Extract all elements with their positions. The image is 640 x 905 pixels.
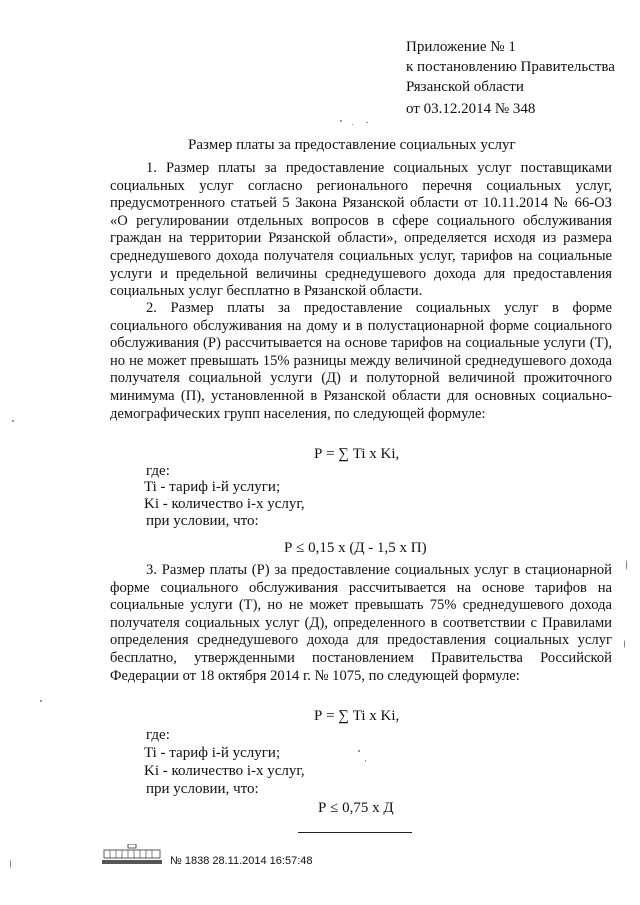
condition-label-1: при условии, что:	[146, 513, 259, 529]
formula-limit-2: Р ≤ 0,75 x Д	[318, 800, 394, 816]
appendix-date: от 03.12.2014 № 348	[406, 101, 536, 117]
formula-sum-2: Р = ∑ Ti x Ki,	[314, 708, 400, 724]
paragraph-2: 2. Размер платы за предоставление социальных услуг в форме социального обслуживания на дому и в полустационарной форме социального обслуживания (Р) рассчитывается на основе тарифов на социальные услуги (Т), но не может превышать 15% разницы между величиной среднедушевого дохода получателя социальной услуги (Д) и полуторной величиной прожиточного минимума (П), установленной в Рязанской области для основных социально-демографических групп населения, по следующей формуле:	[110, 300, 612, 422]
appendix-region: Рязанской области	[406, 79, 524, 95]
paragraph-3: 3. Размер платы (Р) за предоставление социальных услуг в стационарной форме социального обслуживания рассчитывается на основе тарифов на социальные услуги (Т), но не может превышать 75% среднедушевого дохода получателя социальных услуг (Д), определенного в соответствии с Правилами определения среднедушевого дохода для предоставления социальных услуг бесплатно, утвержденными постановлением Правительства Российской Федерации от 18 октября 2014 г. № 1075, по следующей формуле:	[110, 562, 612, 684]
ki-definition-1: Ki - количество i-х услуг,	[144, 496, 305, 512]
scan-noise	[40, 700, 42, 702]
appendix-reference: к постановлению Правительства	[406, 59, 615, 75]
scan-noise	[358, 750, 360, 752]
formula-sum-1: Р = ∑ Ti x Ki,	[314, 446, 400, 462]
paragraph-1: 1. Размер платы за предоставление социальных услуг поставщиками социальных услуг согласно регионального перечня социальных услуг, предусмотренного статьей 5 Закона Рязанской области от 10.11.2014 № 66-ОЗ «О регулировании отдельных вопросов в сфере социального обслуживания граждан на территории Рязанской области», определяется исходя из размера среднедушевого дохода получателя социальных услуг, тарифов на социальные услуги и предельной величины среднедушевого дохода для предоставления социальных услуг бесплатно в Рязанской области.	[110, 160, 612, 300]
formula-limit-1: Р ≤ 0,15 x (Д - 1,5 x П)	[284, 540, 427, 556]
where-label-1: где:	[146, 463, 170, 479]
scan-noise	[340, 120, 342, 122]
registry-seal-icon	[102, 844, 162, 866]
scan-noise	[365, 760, 366, 762]
scan-noise	[366, 122, 368, 123]
document-title: Размер платы за предоставление социальных услуг	[188, 137, 516, 153]
scan-noise	[624, 640, 625, 648]
closing-rule	[298, 832, 412, 833]
condition-label-2: при условии, что:	[146, 781, 259, 797]
registration-stamp: № 1838 28.11.2014 16:57:48	[170, 855, 313, 867]
scan-noise	[626, 560, 627, 570]
where-label-2: где:	[146, 727, 170, 743]
appendix-number: Приложение № 1	[406, 39, 516, 55]
ti-definition-2: Ti - тариф i-й услуги;	[144, 745, 281, 761]
scan-noise	[352, 124, 353, 125]
scan-noise	[12, 420, 14, 422]
ki-definition-2: Ki - количество i-х услуг,	[144, 763, 305, 779]
ti-definition-1: Ti - тариф i-й услуги;	[144, 479, 281, 495]
scan-noise	[10, 860, 11, 868]
